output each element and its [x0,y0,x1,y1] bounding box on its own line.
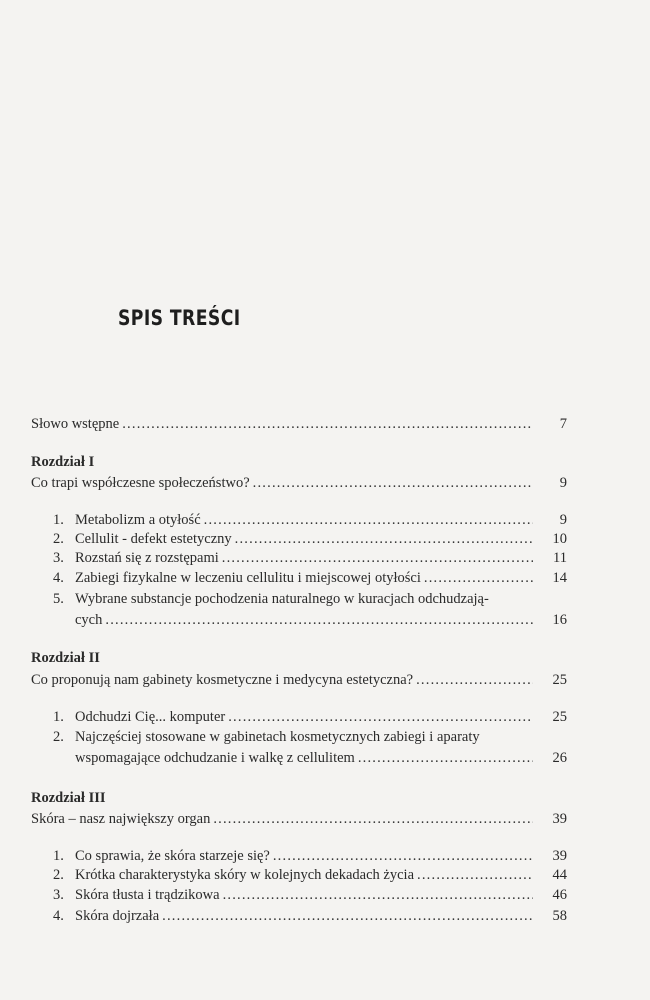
toc-page-number: 26 [552,750,567,766]
toc-page-number: 46 [552,887,567,903]
toc-entry-label: Skóra tłusta i trądzikowa [75,887,220,903]
toc-entry [31,865,567,885]
toc-entry-number: 4. [53,908,64,924]
leader-dots [122,414,533,434]
toc-entry-number: 1. [53,512,64,528]
toc-entry-number: 4. [53,570,64,586]
toc-entry [53,748,567,768]
toc-page-number: 9 [559,475,567,491]
toc-page-number: 39 [552,811,567,827]
toc-page-number: 39 [552,848,567,864]
toc-entry [53,610,567,630]
toc-entry-number: 1. [53,709,64,725]
toc-page-number: 10 [552,531,567,547]
toc-page-number: 25 [552,709,567,725]
leader-dots [228,707,533,727]
toc-entry-wrapped-first-line [53,727,533,747]
toc-entry-label: Co trapi współczesne społeczeństwo? [31,475,250,491]
toc-entry-number: 2. [53,729,64,745]
toc-entry [31,885,567,905]
toc-chapter-subtitle-2 [31,670,567,690]
toc-entry-label: cych [75,612,103,628]
toc-page-number: 16 [552,612,567,628]
toc-entry-label: wspomagające odchudzanie i walkę z cellulitem [75,750,355,766]
toc-entry-label: Cellulit - defekt estetyczny [75,531,232,547]
leader-dots [416,670,533,690]
leader-dots [424,568,533,588]
toc-entry-label: Skóra dojrzała [75,908,160,924]
toc-entry-label-line1: Wybrane substancje pochodzenia naturalnego w kuracjach odchudzają- [75,591,489,607]
toc-entry [31,529,567,549]
toc-entry [31,510,567,530]
toc-entry-wrapped-first-line [53,589,533,609]
leader-dots [204,510,533,530]
toc-entry-number: 1. [53,848,64,864]
toc-page-number: 58 [552,908,567,924]
toc-entry [31,707,567,727]
leader-dots [253,473,533,493]
toc-entry-label: Zabiegi fizykalne w leczeniu cellulitu i miejscowej otyłości [75,570,421,586]
toc-entry-label: Krótka charakterystyka skóry w kolejnych dekadach życia [75,867,415,883]
toc-entry-label-line1: Najczęściej stosowane w gabinetach kosmetycznych zabiegi i aparaty [75,729,480,745]
page-title: SPIS TREŚCI [118,306,241,330]
toc-entry-label: Rozstań się z rozstępami [75,550,219,566]
toc-entry-label: Skóra – nasz największy organ [31,811,211,827]
leader-dots [358,748,533,768]
toc-entry-label: Metabolizm a otyłość [75,512,201,528]
toc-entry-number: 2. [53,867,64,883]
leader-dots [162,906,533,926]
toc-entry-number: 3. [53,550,64,566]
toc-entry-label: Co proponują nam gabinety kosmetyczne i medycyna estetyczna? [31,672,414,688]
toc-entry [31,568,567,588]
toc-chapter-subtitle-3 [31,809,567,829]
leader-dots [222,548,533,568]
leader-dots [273,846,533,866]
toc-entry [31,846,567,866]
toc-entry [31,548,567,568]
chapter-heading-2: Rozdział II [31,650,100,666]
toc-entry-number: 3. [53,887,64,903]
toc-page-number: 14 [552,570,567,586]
toc-page-number: 7 [559,416,567,432]
toc-chapter-subtitle-1 [31,473,567,493]
leader-dots [417,865,533,885]
toc-entry [31,906,567,926]
leader-dots [235,529,533,549]
leader-dots [105,610,533,630]
toc-page-number: 44 [552,867,567,883]
toc-page-number: 9 [559,512,567,528]
chapter-heading-1: Rozdział I [31,454,95,470]
chapter-heading-3: Rozdział III [31,790,106,806]
toc-entry-number: 2. [53,531,64,547]
toc-entry-number: 5. [53,591,64,607]
toc-page-number: 11 [553,550,567,566]
toc-entry-label: Słowo wstępne [31,416,120,432]
leader-dots [223,885,533,905]
toc-entry-label: Odchudzi Cię... komputer [75,709,226,725]
toc-page-number: 25 [552,672,567,688]
leader-dots [213,809,533,829]
toc-entry-preface [31,414,567,434]
toc-entry-label: Co sprawia, że skóra starzeje się? [75,848,270,864]
